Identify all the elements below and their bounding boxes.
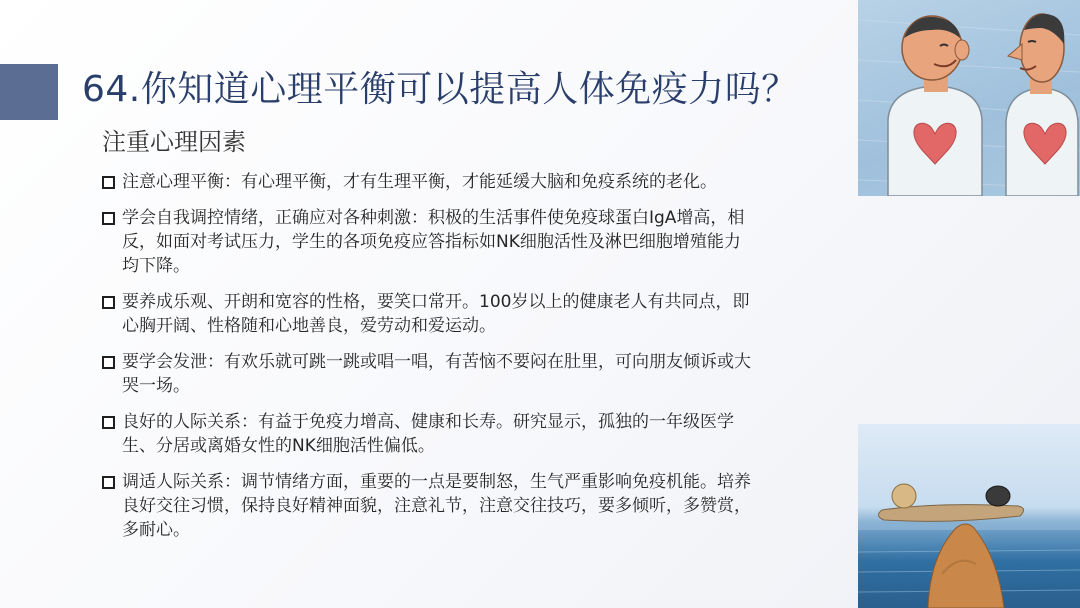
bullet-list [102, 170, 752, 554]
two-men-hearts-illustration [858, 0, 1080, 196]
bullet-item [102, 410, 752, 458]
bullet-text: 良好的人际关系：有益于免疫力增高、健康和长寿。研究显示，孤独的一年级医学生、分居或离婚女性的NK细胞活性偏低。 [122, 412, 734, 456]
checkbox-bullet-icon [102, 212, 115, 225]
bullet-item [102, 290, 752, 338]
balanced-stones-photo [858, 424, 1080, 608]
bullet-text: 注意心理平衡：有心理平衡，才有生理平衡，才能延缓大脑和免疫系统的老化。 [122, 172, 717, 192]
checkbox-bullet-icon [102, 476, 115, 489]
checkbox-bullet-icon [102, 416, 115, 429]
bullet-text: 要养成乐观、开朗和宽容的性格，要笑口常开。100岁以上的健康老人有共同点，即心胸开阔、性格随和心地善良，爱劳动和爱运动。 [122, 292, 750, 336]
checkbox-bullet-icon [102, 356, 115, 369]
title-accent-bar [0, 64, 58, 120]
hearts-illustration-svg [858, 0, 1080, 196]
slide-title: 64.你知道心理平衡可以提高人体免疫力吗？ [82, 69, 798, 110]
checkbox-bullet-icon [102, 296, 115, 309]
bullet-item [102, 470, 752, 542]
checkbox-bullet-icon [102, 176, 115, 189]
bullet-text: 学会自我调控情绪，正确应对各种刺激：积极的生活事件使免疫球蛋白IgA增高，相反，如面对考试压力，学生的各项免疫应答指标如NK细胞活性及淋巴细胞增殖能力均下降。 [122, 208, 745, 276]
bullet-item [102, 206, 752, 278]
bullet-text: 调适人际关系：调节情绪方面，重要的一点是要制怒，生气严重影响免疫机能。培养良好交往习惯，保持良好精神面貌，注意礼节，注意交往技巧，要多倾听，多赞赏，多耐心。 [122, 472, 751, 540]
bullet-item [102, 170, 752, 194]
stones-photo-svg [858, 424, 1080, 608]
slide-subtitle: 注重心理因素 [102, 128, 246, 156]
bullet-text: 要学会发泄：有欢乐就可跳一跳或唱一唱，有苦恼不要闷在肚里，可向朋友倾诉或大哭一场。 [122, 352, 751, 396]
bullet-item [102, 350, 752, 398]
